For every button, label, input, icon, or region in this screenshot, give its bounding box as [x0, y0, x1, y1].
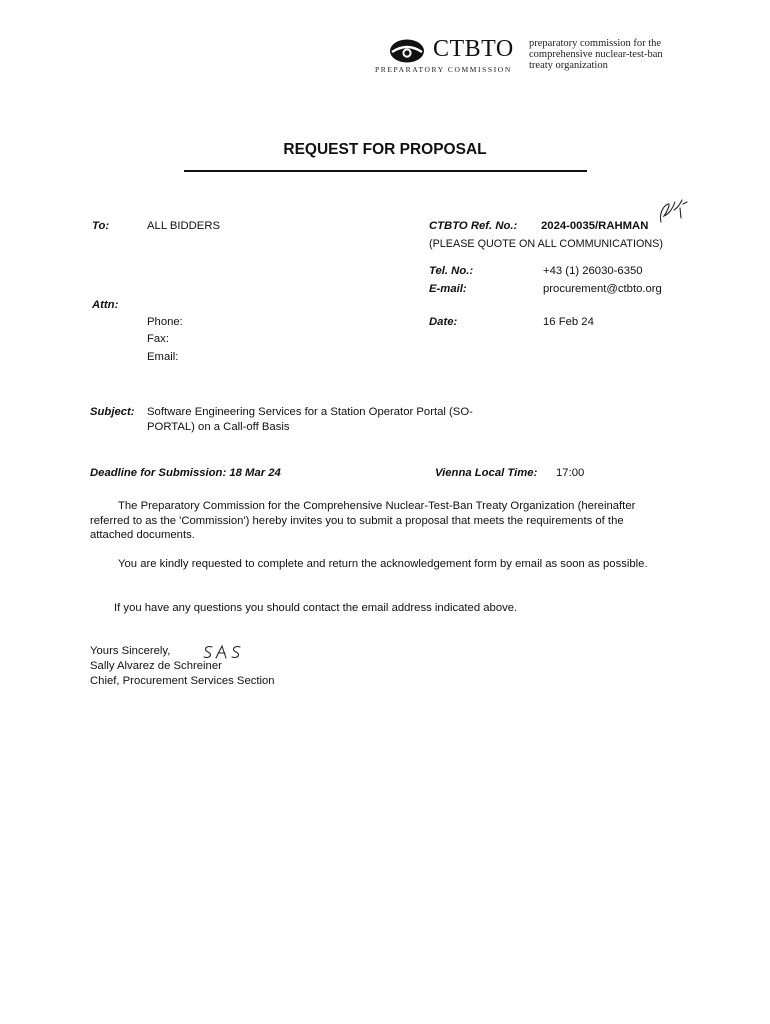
signatory-name: Sally Alvarez de Schreiner — [90, 660, 222, 672]
tel-value: +43 (1) 26030-6350 — [543, 265, 643, 277]
logo-text: CTBTO — [433, 36, 514, 62]
email-label: Email: — [147, 351, 179, 363]
to-value: ALL BIDDERS — [147, 220, 221, 232]
org-description: preparatory commission for the comprehensive nuclear-test-ban treaty organization — [529, 38, 663, 71]
initials-signature — [655, 196, 689, 226]
date-value: 16 Feb 24 — [543, 316, 594, 328]
ref-label: CTBTO Ref. No.: — [429, 220, 518, 232]
logo-subtitle: PREPARATORY COMMISSION — [375, 65, 512, 74]
quote-note: (PLEASE QUOTE ON ALL COMMUNICATIONS) — [429, 238, 663, 250]
document-title: REQUEST FOR PROPOSAL — [283, 141, 487, 158]
body-paragraph-1: The Preparatory Commission for the Comprehensive Nuclear-Test-Ban Treaty Organization (hereinafter referred to as the 'Commission') hereby invites you to submit a proposal that meets the requirements of the attached documents. — [90, 500, 636, 541]
deadline-label: Deadline for Submission: 18 Mar 24 — [90, 467, 281, 479]
body-paragraph-3: If you have any questions you should contact the email address indicated above. — [114, 602, 518, 614]
ref-value: 2024-0035/RAHMAN — [541, 220, 649, 232]
subject-line-1: Software Engineering Services for a Station Operator Portal (SO- — [147, 406, 473, 418]
date-label: Date: — [429, 316, 458, 328]
subject-line-2: PORTAL) on a Call-off Basis — [147, 421, 290, 433]
phone-label: Phone: — [147, 316, 183, 328]
email-value[interactable]: procurement@ctbto.org — [543, 283, 662, 295]
handwritten-signature — [200, 642, 246, 662]
email-ref-label: E-mail: — [429, 283, 467, 295]
tel-label: Tel. No.: — [429, 265, 474, 277]
vienna-time-value: 17:00 — [556, 467, 585, 479]
ctbto-logo-icon — [389, 38, 425, 64]
vienna-time-label: Vienna Local Time: — [435, 467, 538, 479]
fax-label: Fax: — [147, 333, 169, 345]
salutation: Yours Sincerely, — [90, 645, 171, 657]
body-paragraph-2: You are kindly requested to complete and return the acknowledgement form by email as soon as possible. — [118, 558, 648, 570]
to-label: To: — [92, 220, 110, 232]
signatory-position: Chief, Procurement Services Section — [90, 675, 275, 687]
attn-label: Attn: — [92, 299, 119, 311]
subject-label: Subject: — [90, 406, 135, 418]
title-underline — [184, 170, 587, 172]
